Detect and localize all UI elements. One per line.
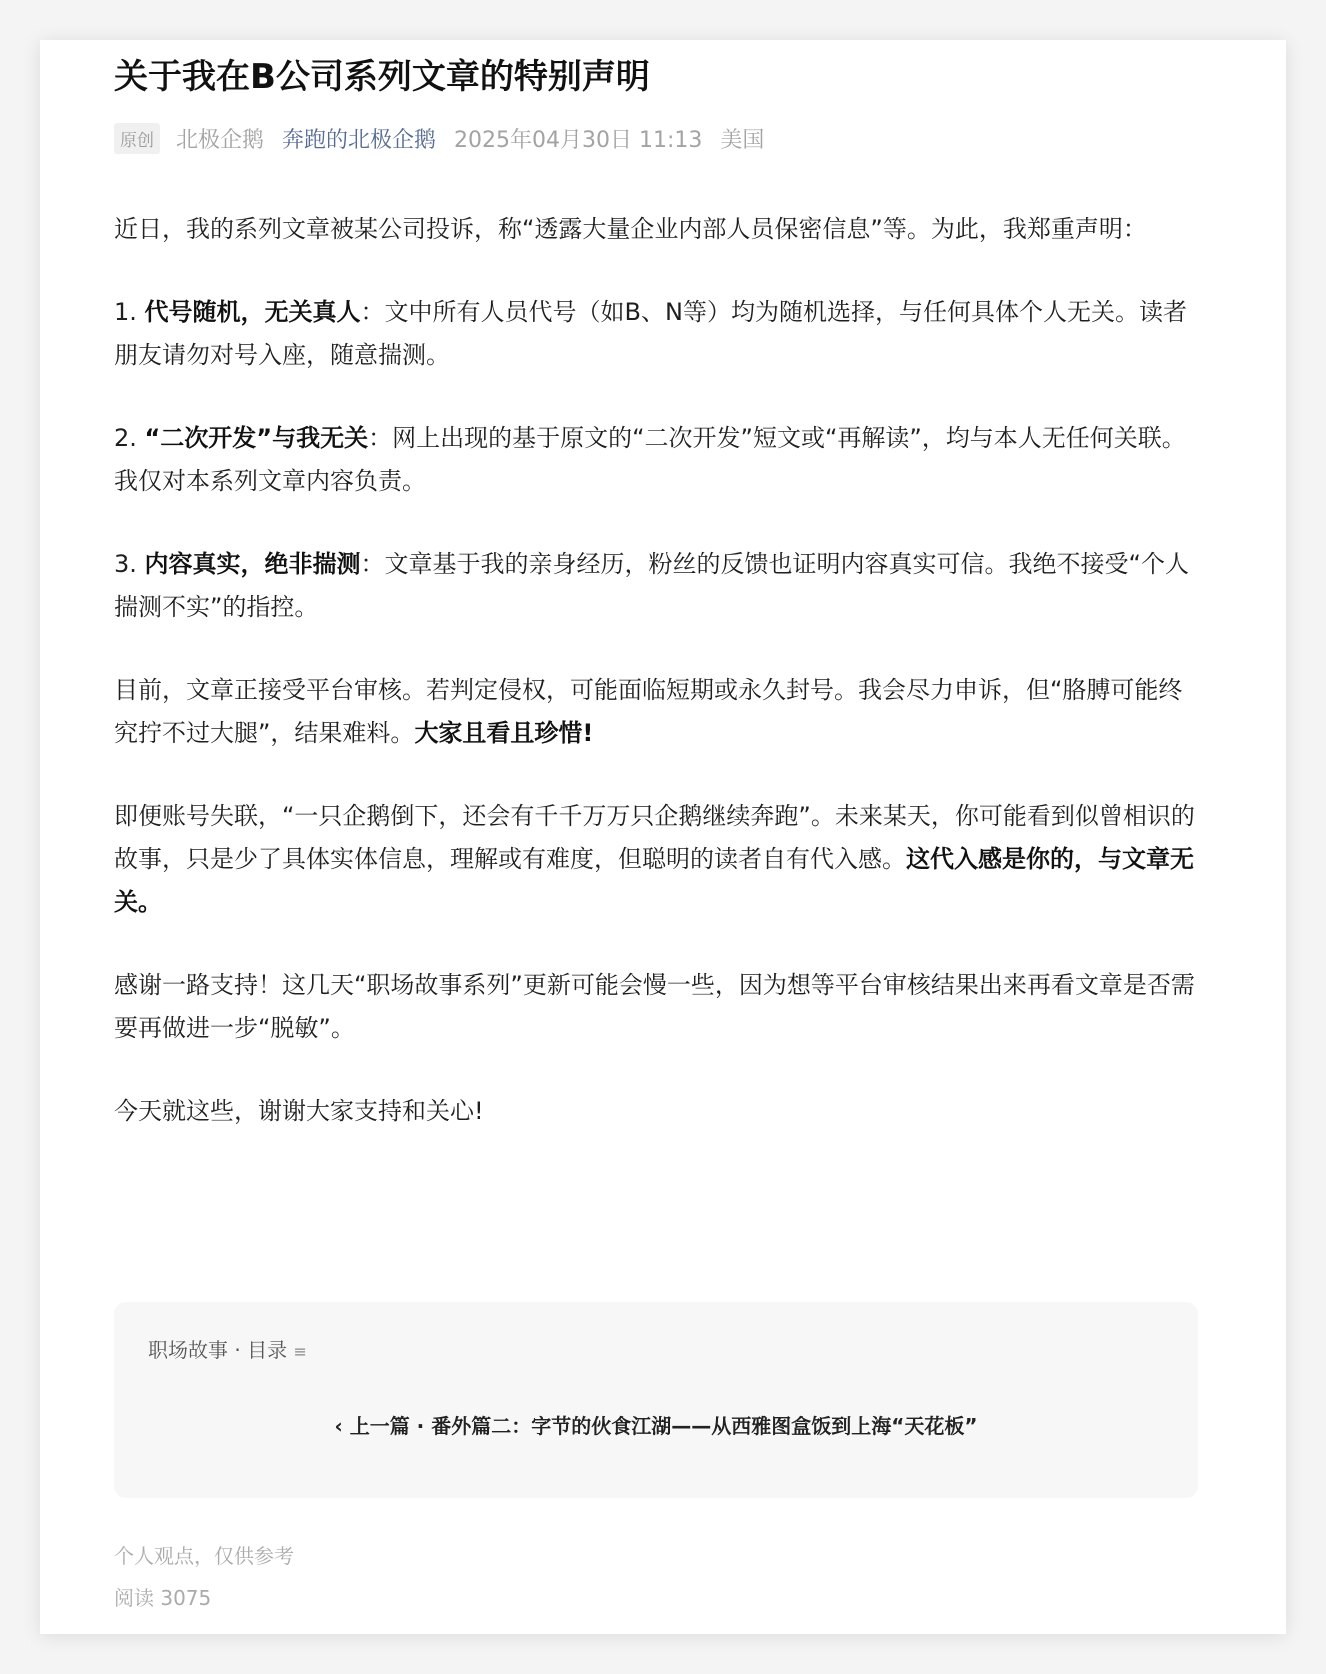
series-name: 职场故事 bbox=[148, 1338, 228, 1362]
paragraph-intro: 近日，我的系列文章被某公司投诉，称“透露大量企业内部人员保密信息”等。为此，我郑重声明： bbox=[114, 215, 1147, 243]
paragraph-2-bold: “二次开发”与我无关 bbox=[144, 424, 369, 452]
paragraph-1-bold: 代号随机，无关真人 bbox=[144, 298, 361, 326]
paragraph-5: 即便账号失联，“一只企鹅倒下，还会有千千万万只企鹅继续奔跑”。未来某天，你可能看到似曾相识的故事，只是少了具体实体信息，理解或有难度，但聪明的读者自有代入感。这代入感是你的，与文章无关。 bbox=[114, 802, 1195, 916]
article-body bbox=[114, 208, 1204, 1173]
paragraph-1: 1. 代号随机，无关真人：文中所有人员代号（如B、N等）均为随机选择，与任何具体个人无关。读者朋友请勿对号入座，随意揣测。 bbox=[114, 298, 1187, 369]
paragraph-2: 2. “二次开发”与我无关：网上出现的基于原文的“二次开发”短文或“再解读”，均与本人无任何关联。我仅对本系列文章内容负责。 bbox=[114, 424, 1186, 495]
series-header[interactable]: 职场故事 · 目录 ≡ bbox=[148, 1338, 307, 1362]
paragraph-4: 目前，文章正接受平台审核。若判定侵权，可能面临短期或永久封号。我会尽力申诉，但“胳膊可能终究拧不过大腿”，结果难料。大家且看且珍惜! bbox=[114, 676, 1183, 747]
account-link[interactable]: 奔跑的北极企鹅 bbox=[282, 127, 437, 153]
paragraph-5-bold: 这代入感是你的，与文章无关。 bbox=[114, 845, 1194, 916]
disclaimer-note: 个人观点，仅供参考 bbox=[114, 1544, 294, 1568]
series-toc-box bbox=[114, 1302, 1198, 1498]
paragraph-7: 今天就这些，谢谢大家支持和关心! bbox=[114, 1097, 484, 1125]
article-title: 关于我在B公司系列文章的特别声明 bbox=[114, 57, 650, 97]
paragraph-4-bold: 大家且看且珍惜! bbox=[414, 719, 594, 747]
original-badge: 原创 bbox=[114, 123, 160, 154]
article-card bbox=[40, 40, 1286, 1634]
publish-date: 2025年04月30日 11:13 bbox=[454, 127, 703, 153]
publish-location: 美国 bbox=[720, 127, 765, 153]
previous-article-link[interactable]: ‹ 上一篇 · 番外篇二：字节的伙食江湖——从西雅图盒饭到上海“天花板” bbox=[334, 1414, 978, 1438]
paragraph-3-bold: 内容真实，绝非揣测 bbox=[144, 550, 361, 578]
author-name: 北极企鹅 bbox=[176, 127, 265, 153]
catalog-list-icon: ≡ bbox=[293, 1342, 307, 1361]
article-meta bbox=[114, 120, 1214, 156]
paragraph-6: 感谢一路支持！这几天“职场故事系列”更新可能会慢一些，因为想等平台审核结果出来再看文章是否需要再做进一步“脱敏”。 bbox=[114, 971, 1195, 1042]
paragraph-3: 3. 内容真实，绝非揣测：文章基于我的亲身经历，粉丝的反馈也证明内容真实可信。我绝不接受“个人揣测不实”的指控。 bbox=[114, 550, 1189, 621]
catalog-label: 目录 bbox=[247, 1338, 288, 1362]
read-count: 阅读 3075 bbox=[114, 1586, 212, 1610]
